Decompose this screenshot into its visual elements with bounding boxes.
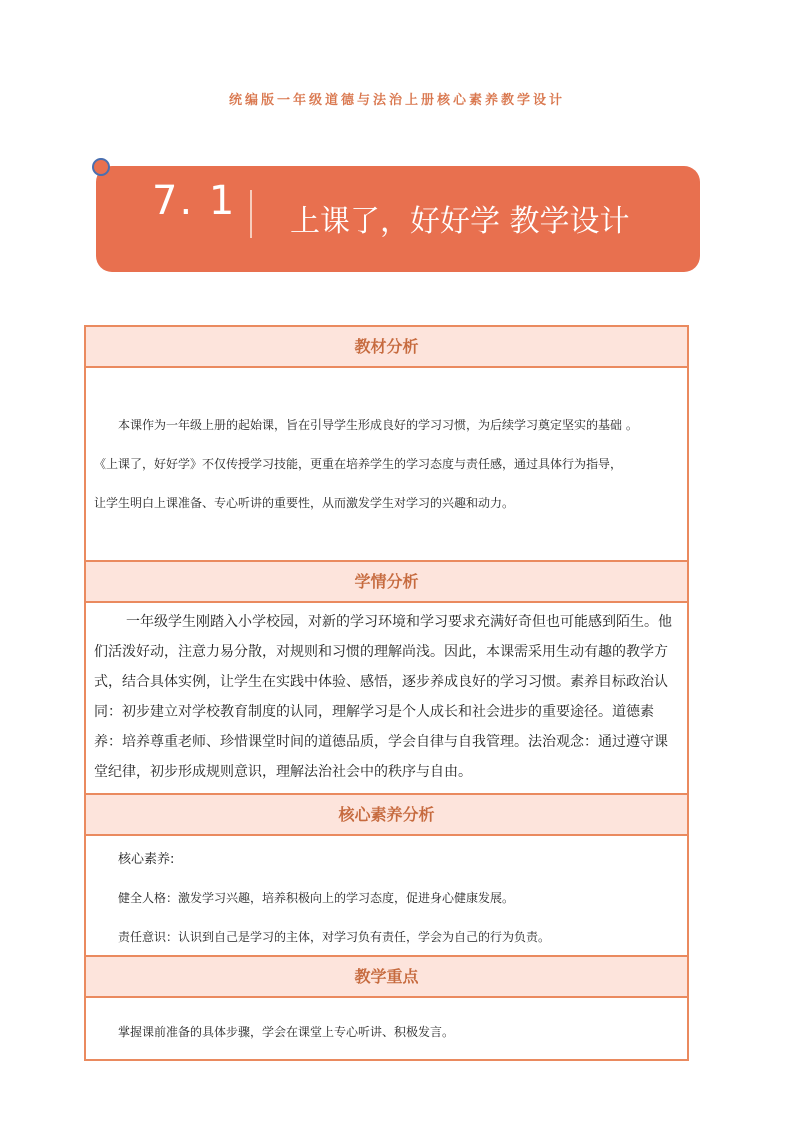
section-body-textbook-analysis (86, 368, 687, 560)
paragraph: 本课作为一年级上册的起始课，旨在引导学生形成良好的学习习惯，为后续学习奠定坚实的基础 。 (118, 418, 638, 432)
paragraph: 《上课了，好好学》不仅传授学习技能，更重在培养学生的学习态度与责任感，通过具体行为指导， (94, 457, 623, 471)
section-heading-textbook-analysis: 教材分析 (86, 327, 687, 368)
paragraph: 健全人格：激发学习兴趣，培养积极向上的学习态度，促进身心健康发展。 (118, 891, 515, 905)
banner-dot-decoration (92, 158, 110, 176)
section-heading-core-literacy: 核心素养分析 (86, 793, 687, 836)
section-body-core-literacy (86, 836, 687, 955)
paragraph: 让学生明白上课准备、专心听讲的重要性，从而激发学生对学习的兴趣和动力。 (94, 496, 515, 510)
banner-divider (250, 190, 252, 238)
document-header: 统编版一年级道德与法治上册核心素养教学设计 (228, 93, 565, 108)
paragraph: 责任意识：认识到自己是学习的主体，对学习负有责任，学会为自己的行为负责。 (118, 930, 551, 944)
section-body-teaching-focus (86, 998, 687, 1059)
section-heading-teaching-focus: 教学重点 (86, 955, 687, 998)
paragraph: 掌握课前准备的具体步骤，学会在课堂上专心听讲、积极发言。 (118, 1025, 455, 1039)
paragraph: 一年级学生刚踏入小学校园，对新的学习环境和学习要求充满好奇但也可能感到陌生。他们活泼好动，注意力易分散，对规则和习惯的理解尚浅。因此，本课需采用生动有趣的教学方式，结合具体实例，让学生在实践中体验、感悟，逐步养成良好的学习习惯。素养目标政治认同：初步建立对学校教育制度的认同，理解学习是个人成长和社会进步的重要途径。道德素养：培养尊重老师、珍惜课堂时间的道德品质，学会自律与自我管理。法治观念：通过遵守课堂纪律，初步形成规则意识，理解法治社会中的秩序与自由。 (94, 614, 672, 780)
paragraph: 核心素养: (118, 852, 175, 867)
section-body-student-analysis (86, 603, 687, 793)
lesson-title: 上课了，好好学 教学设计 (290, 204, 630, 239)
lesson-plan-table (84, 325, 689, 1061)
section-heading-student-analysis: 学情分析 (86, 560, 687, 603)
lesson-number: 7. 1 (152, 178, 237, 224)
